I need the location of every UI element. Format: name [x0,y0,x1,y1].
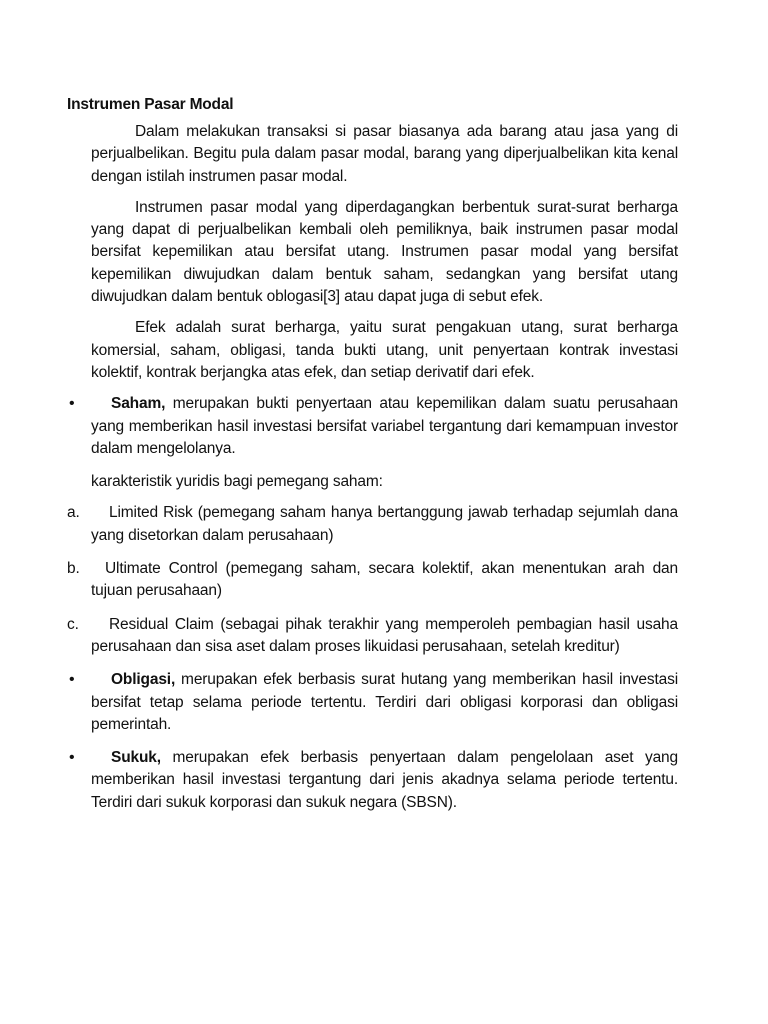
bullet-obligasi-term: Obligasi, [111,671,176,689]
bullet-sukuk-text: merupakan efek berbasis penyertaan dalam pengelolaan aset yang memberikan hasil investasi tergantung dari jenis akadnya selama periode tertentu. Terdiri dari sukuk korporasi dan sukuk negara (SBSN). [91,749,678,811]
bullet-obligasi-text: merupakan efek berbasis surat hutang yang memberikan hasil investasi bersifat tetap selama periode tertentu. Terdiri dari obligasi korporasi dan obligasi pemerintah. [91,671,678,733]
bullet-obligasi [69,669,678,736]
bullet-marker: • [69,395,75,413]
characteristic-marker-b: b. [67,560,80,578]
paragraph-efek: Efek adalah surat berharga, yaitu surat pengakuan utang, surat berharga komersial, saham, obligasi, tanda bukti utang, unit penyertaan kontrak investasi kolektif, kontrak berjangka atas efek, dan setiap derivatif dari efek. [91,319,678,381]
characteristic-item-b [67,558,678,603]
bullet-saham-term: Saham, [111,395,166,413]
bullet-marker: • [69,671,75,689]
characteristic-item-c [67,614,678,659]
characteristic-text-b: Ultimate Control (pemegang saham, secara kolektif, akan menentukan arah dan tujuan perusahaan) [91,560,678,600]
paragraph-intro: Dalam melakukan transaksi si pasar biasanya ada barang atau jasa yang di perjualbelikan. Begitu pula dalam pasar modal, barang yang diperjualbelikan kita kenal dengan istilah instrumen pasar modal. [91,123,678,185]
characteristic-text-c: Residual Claim (sebagai pihak terakhir yang memperoleh pembagian hasil usaha perusahaan dan sisa aset dalam proses likuidasi perusahaan, setelah kreditur) [91,615,678,655]
bullet-saham-text: merupakan bukti penyertaan atau kepemilikan dalam suatu perusahaan yang memberikan hasil investasi bersifat variabel tergantung dari kemampuan investor dalam mengelolanya. [91,395,678,457]
characteristics-intro: karakteristik yuridis bagi pemegang saham: [91,473,383,491]
paragraph-instruments: Instrumen pasar modal yang diperdagangkan berbentuk surat-surat berharga yang dapat di perjualbelikan kembali oleh pemiliknya, baik instrumen pasar modal bersifat kepemilikan atau bersifat utang. Instrumen pasar modal yang bersifat kepemilikan diwujudkan dalam bentuk saham, sedangkan yang bersifat utang diwujudkan dalam bentuk oblogasi[3] atau dapat juga di sebut efek. [91,198,678,306]
characteristic-item-a [67,502,678,547]
characteristic-text-a: Limited Risk (pemegang saham hanya bertanggung jawab terhadap sejumlah dana yang disetorkan dalam perusahaan) [91,504,678,544]
bullet-sukuk-term: Sukuk, [111,749,161,767]
characteristic-marker-c: c. [67,615,79,633]
characteristic-marker-a: a. [67,504,80,522]
bullet-marker: • [69,749,75,767]
bullet-saham [69,393,678,460]
bullet-sukuk [69,747,678,814]
document-title: Instrumen Pasar Modal [67,96,234,113]
